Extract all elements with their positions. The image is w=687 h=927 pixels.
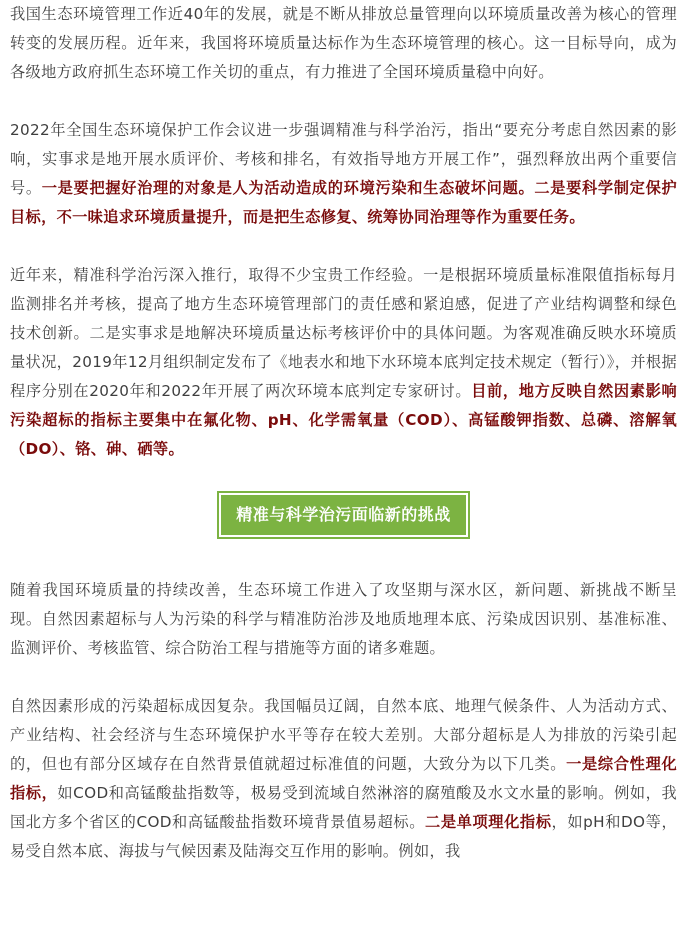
paragraph-4 xyxy=(10,576,677,663)
paragraph-2-text: 2022年全国生态环境保护工作会议进一步强调精准与科学治污，指出“要充分考虑自然因素的影响，实事求是地开展水质评价、考核和排名，有效指导地方开展工作”，强烈释放出两个重要信号。 xyxy=(10,121,677,197)
paragraph-5-text: 自然因素形成的污染超标成因复杂。我国幅员辽阔，自然本底、地理气候条件、人为活动方式、产业结构、社会经济与生态环境保护水平等存在较大差别。大部分超标是人为排放的污染引起的，但也有部分区域存在自然背景值就超过标准值的问题，大致分为以下几类。 xyxy=(10,697,677,773)
paragraph-3 xyxy=(10,261,677,464)
paragraph-3-emphasis: 目前，地方反映自然因素影响污染超标的指标主要集中在氟化物、pH、化学需氧量（COD）、高锰酸钾指数、总磷、溶解氧（DO）、铬、砷、硒等。 xyxy=(10,382,677,458)
paragraph-5 xyxy=(10,692,677,866)
paragraph-1 xyxy=(10,0,677,87)
paragraph-1-text: 我国生态环境管理工作近40年的发展，就是不断从排放总量管理向以环境质量改善为核心的管理转变的发展历程。近年来，我国将环境质量达标作为生态环境管理的核心。这一目标导向，成为各级地方政府抓生态环境工作关切的重点，有力推进了全国环境质量稳中向好。 xyxy=(10,5,677,81)
paragraph-3-text: 近年来，精准科学治污深入推行，取得不少宝贵工作经验。一是根据环境质量标准限值指标每月监测排名并考核，提高了地方生态环境管理部门的责任感和紧迫感，促进了产业结构调整和绿色技术创新。二是实事求是地解决环境质量达标考核评价中的具体问题。为客观准确反映水环境质量状况，2019年12月组织制定发布了《地表水和地下水环境本底判定技术规定（暂行）》，并根据程序分别在2020年和2022年开展了两次环境本底判定专家研讨。 xyxy=(10,266,677,400)
paragraph-2-emphasis: 一是要把握好治理的对象是人为活动造成的环境污染和生态破坏问题。二是要科学制定保护目标，不一味追求环境质量提升，而是把生态修复、统筹协同治理等作为重要任务。 xyxy=(10,179,677,226)
paragraph-4-text: 随着我国环境质量的持续改善，生态环境工作进入了攻坚期与深水区，新问题、新挑战不断呈现。自然因素超标与人为污染的科学与精准防治涉及地质地理本底、污染成因识别、基准标准、监测评价、考核监管、综合防治工程与措施等方面的诸多难题。 xyxy=(10,581,677,657)
section-heading-container xyxy=(10,493,677,537)
paragraph-2 xyxy=(10,116,677,232)
paragraph-5-emphasis-2: 二是单项理化指标 xyxy=(425,813,552,831)
paragraph-5-text-3: ，如pH和DO等，易受自然本底、海拔与气候因素及陆海交互作用的影响。例如，我 xyxy=(10,813,677,860)
section-heading: 精准与科学治污面临新的挑战 xyxy=(219,493,468,537)
paragraph-5-text-2: 如COD和高锰酸盐指数等，极易受到流域自然淋溶的腐殖酸及水文水量的影响。例如，我国北方多个省区的COD和高锰酸盐指数环境背景值易超标。 xyxy=(10,784,677,831)
paragraph-5-emphasis-1: 一是综合性理化指标， xyxy=(10,755,677,802)
